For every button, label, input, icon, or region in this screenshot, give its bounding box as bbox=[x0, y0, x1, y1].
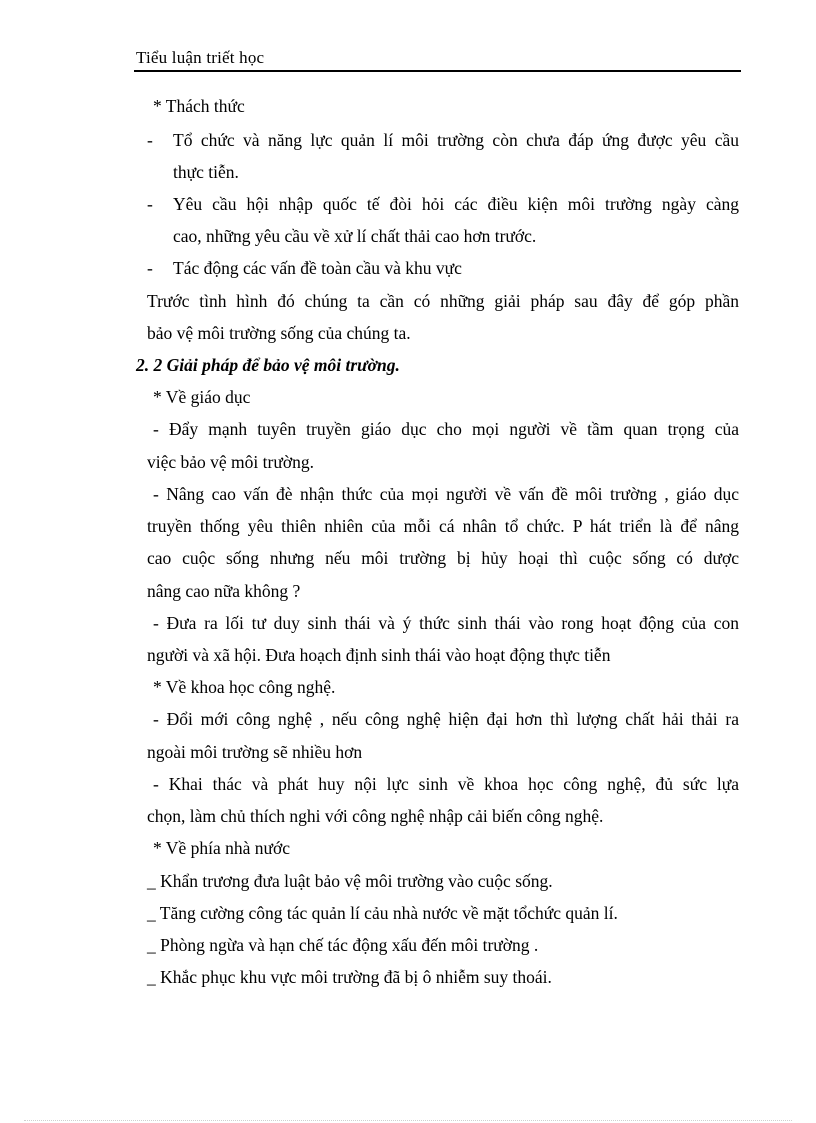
science-item-2-line-1: - Khai thác và phát huy nội lực sinh về khoa học công nghệ, đủ sức lựa bbox=[153, 774, 739, 794]
education-item-3-line-1: - Đưa ra lối tư duy sinh thái và ý thức sinh thái vào rong hoạt động của con bbox=[153, 613, 739, 633]
education-item-2-line-1: - Nâng cao vấn đè nhận thức của mọi người về vấn đề môi trường , giáo dục bbox=[153, 484, 739, 504]
challenge-item-3: Tác động các vấn đề toàn cầu và khu vực bbox=[173, 258, 462, 278]
education-title: * Về giáo dục bbox=[153, 387, 251, 407]
challenge-item-2-line-2: cao, những yêu cầu về xử lí chất thải cao hơn trước. bbox=[173, 226, 537, 246]
challenge-item-1-line-1: Tổ chức và năng lực quản lí môi trường còn chưa đáp ứng được yêu cầu bbox=[173, 130, 739, 150]
challenges-title: * Thách thức bbox=[153, 96, 245, 116]
state-item-1: _ Khẩn trương đưa luật bảo vệ môi trường vào cuộc sống. bbox=[147, 871, 553, 891]
science-item-1-line-1: - Đổi mới công nghệ , nếu công nghệ hiện đại hơn thì lượng chất hải thải ra bbox=[153, 709, 739, 729]
challenge-item-1-line-2: thực tiễn. bbox=[173, 162, 239, 182]
education-item-2-line-3: cao cuộc sống nhưng nếu môi trường bị hủy hoại thì cuộc sống có dược bbox=[147, 548, 739, 568]
intro-line-1: Trước tình hình đó chúng ta cần có những giải pháp sau đây để góp phần bbox=[147, 291, 739, 311]
science-item-2-line-2: chọn, làm chủ thích nghi với công nghệ nhập cải biến công nghệ. bbox=[147, 806, 604, 826]
running-header: Tiểu luận triết học bbox=[136, 48, 265, 67]
science-title: * Về khoa học công nghệ. bbox=[153, 677, 336, 697]
state-item-3: _ Phòng ngừa và hạn chế tác động xấu đến môi trường . bbox=[147, 935, 539, 955]
education-item-2-line-4: nâng cao nữa không ? bbox=[147, 581, 301, 601]
bullet-dash: - bbox=[147, 258, 153, 278]
page-bottom-border bbox=[24, 1120, 792, 1121]
state-item-2: _ Tăng cường công tác quản lí cảu nhà nước về mặt tổchức quản lí. bbox=[147, 903, 618, 923]
state-item-4: _ Khắc phục khu vực môi trường đã bị ô nhiễm suy thoái. bbox=[147, 967, 552, 987]
bullet-dash: - bbox=[147, 130, 153, 150]
science-item-1-line-2: ngoài môi trường sẽ nhiều hơn bbox=[147, 742, 363, 762]
state-title: * Về phía nhà nước bbox=[153, 838, 290, 858]
header-rule bbox=[134, 70, 741, 72]
bullet-dash: - bbox=[147, 194, 153, 214]
intro-line-2: bảo vệ môi trường sống của chúng ta. bbox=[147, 323, 411, 343]
education-item-2-line-2: truyền thống yêu thiên nhiên của mỗi cá nhân tổ chức. P hát triển là để nâng bbox=[147, 516, 739, 536]
section-heading: 2. 2 Giải pháp để bảo vệ môi trường. bbox=[136, 355, 400, 375]
education-item-1-line-1: - Đẩy mạnh tuyên truyền giáo dục cho mọi người về tầm quan trọng của bbox=[153, 419, 739, 439]
education-item-3-line-2: người và xã hội. Đưa hoạch định sinh thái vào hoạt động thực tiễn bbox=[147, 645, 611, 665]
challenge-item-2-line-1: Yêu cầu hội nhập quốc tế đòi hỏi các điều kiện môi trường ngày càng bbox=[173, 194, 739, 214]
education-item-1-line-2: việc bảo vệ môi trường. bbox=[147, 452, 314, 472]
